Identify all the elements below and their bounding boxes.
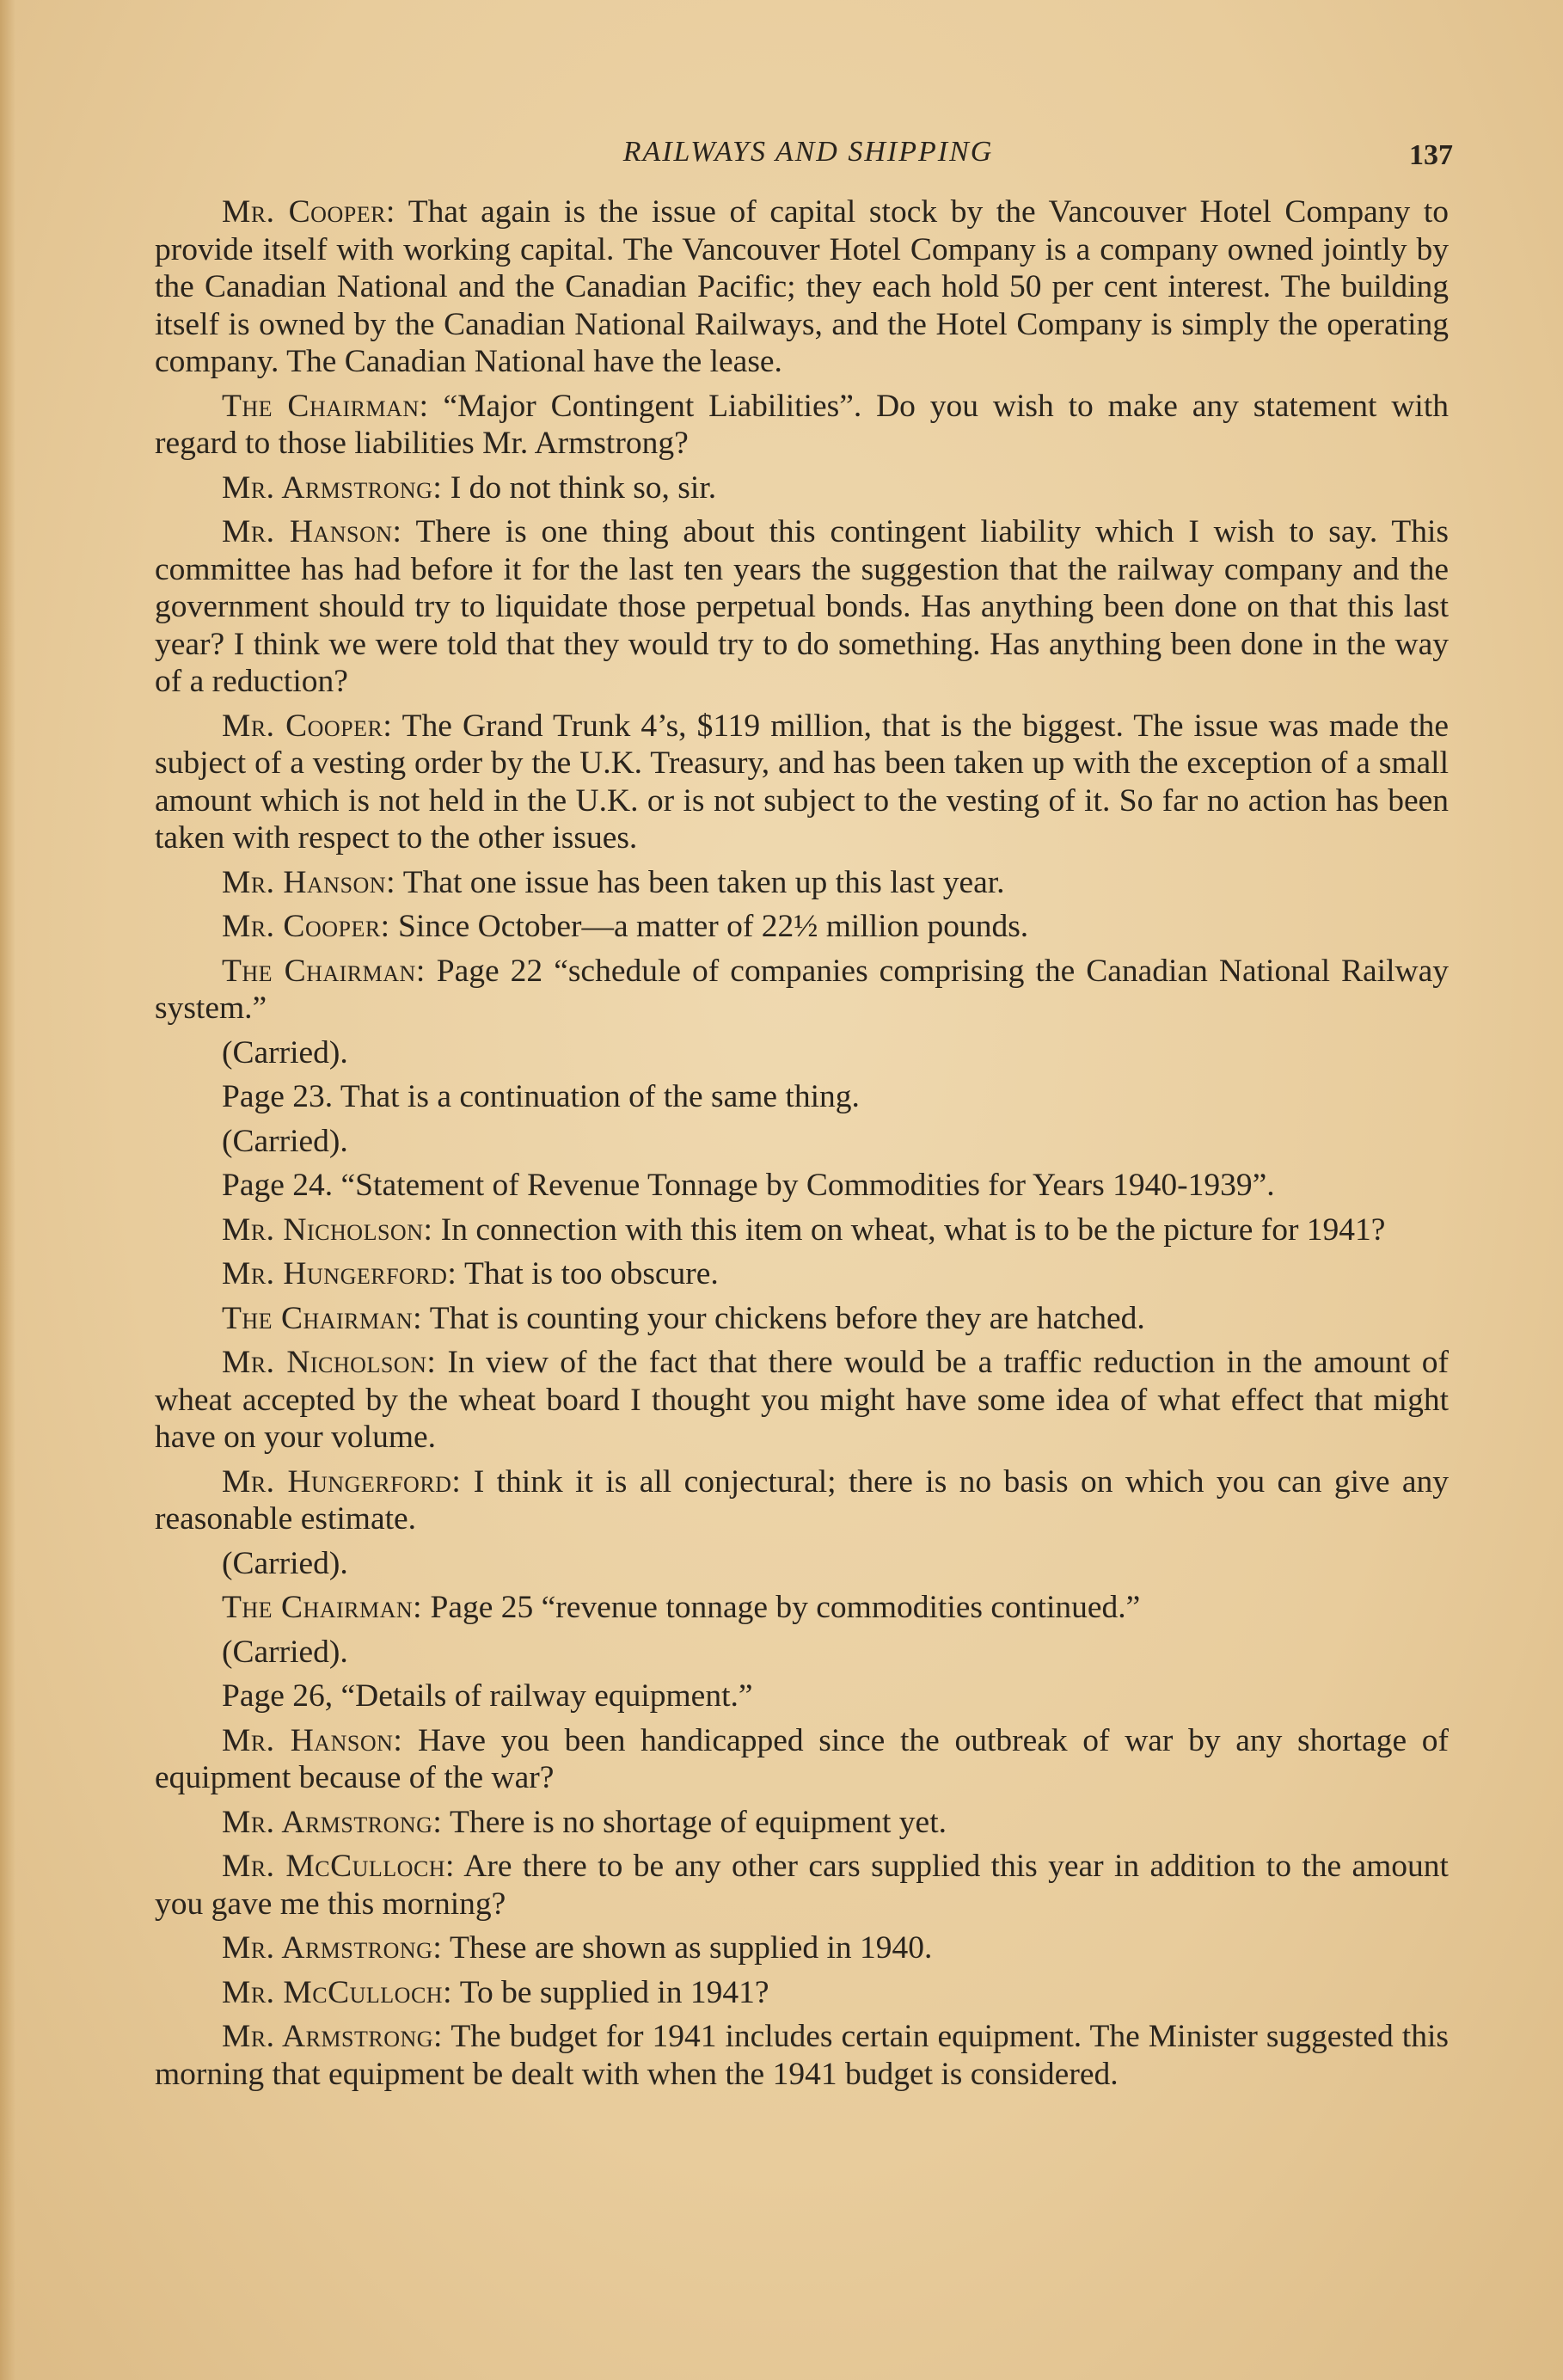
speaker-label: Mr. McCulloch: [222,1974,452,2010]
speaker-label: The Chairman: [222,388,429,424]
paragraph-text: (Carried). [222,1123,348,1159]
paragraph-text: That one issue has been taken up this last year. [395,864,1005,900]
paragraph [155,469,1449,507]
paragraph [155,1848,1449,1923]
speaker-label: Mr. Nicholson: [222,1345,437,1380]
paragraph-text: Page 22 “schedule of companies comprising the Canadian National Railway system.” [155,953,1449,1026]
paragraph-text: There is no shortage of equipment yet. [442,1804,947,1840]
speaker-label: Mr. Cooper: [222,194,395,230]
paragraph-text: Page 23. That is a continuation of the same thing. [222,1079,860,1114]
paragraph [155,864,1449,902]
speaker-label: Mr. Armstrong: [222,2019,443,2054]
paragraph-text: There is one thing about this contingent liability which I wish to say. This committee has had before it for the last ten years the suggestion that the railway company and the government should try to liquidate those perpetual bonds. Has anything been done on that this last year? I think we were told that they would try to do something. Has anything been done in the way of a reduction? [155,514,1449,699]
paragraph [155,1344,1449,1457]
speaker-label: Mr. Hungerford: [222,1256,457,1291]
paragraph [155,388,1449,463]
speaker-label: The Chairman: [222,1300,423,1336]
speaker-label: Mr. Armstrong: [222,1930,443,1966]
paragraph [155,908,1449,946]
paragraph [155,193,1449,381]
paragraph [155,1678,1449,1715]
body-text [155,193,1449,2100]
paragraph [155,1929,1449,1967]
paragraph [155,1634,1449,1672]
paragraph [155,1463,1449,1538]
paragraph-text: (Carried). [222,1034,348,1070]
paragraph-text: Since October—a matter of 22½ million pounds. [389,909,1029,944]
paragraph-text: (Carried). [222,1634,348,1670]
speaker-label: Mr. McCulloch: [222,1849,455,1884]
running-title: RAILWAYS AND SHIPPING [622,136,994,168]
speaker-label: Mr. Hanson: [222,864,396,900]
paragraph [155,1974,1449,2012]
paragraph [155,1123,1449,1161]
paragraph [155,1078,1449,1116]
speaker-label: Mr. Hanson: [222,1722,403,1758]
paragraph-text: That is counting your chickens before they are hatched. [422,1300,1145,1336]
paragraph [155,1255,1449,1293]
page-edge-shadow [0,0,15,2380]
paragraph [155,513,1449,701]
paragraph-text: These are shown as supplied in 1940. [442,1930,933,1966]
speaker-label: Mr. Nicholson: [222,1211,433,1248]
paragraph-text: The budget for 1941 includes certain equipment. The Minister suggested this morning that equipment be dealt with when the 1941 budget is considered. [155,2019,1449,2092]
paragraph-text: The Grand Trunk 4’s, $119 million, that is the biggest. The issue was made the subject of a vesting order by the U.K. Treasury, and has been taken up with the exception of a small amount which is not held in the U.K. or is not subject to the vesting of it. So far no action has been taken with respect to the other issues. [155,708,1449,856]
speaker-label: Mr. Armstrong: [222,469,443,506]
page-number: 137 [1409,139,1453,171]
speaker-label: Mr. Cooper: [222,909,390,944]
paragraph [155,953,1449,1027]
speaker-label: Mr. Cooper: [222,708,393,744]
paragraph-text: Page 25 “revenue tonnage by commodities continued.” [422,1590,1141,1625]
paragraph-text: Are there to be any other cars supplied this year in addition to the amount you gave me this morning? [155,1849,1449,1922]
paragraph-text: In connection with this item on wheat, what is to be the picture for 1941? [432,1211,1386,1248]
paragraph [155,1211,1449,1249]
paragraph-text: I think it is all conjectural; there is no basis on which you can give any reasonable estimate. [155,1463,1450,1537]
paragraph [155,1167,1449,1205]
speaker-label: Mr. Armstrong: [222,1804,443,1840]
paragraph [155,1804,1449,1842]
paragraph [155,1722,1449,1797]
paragraph-text: That again is the issue of capital stock by the Vancouver Hotel Company to provide itself with working capital. The Vancouver Hotel Company is a company owned jointly by the Canadian National and the Canadian Pacific; they each hold 50 per cent interest. The building itself is owned by the Canadian National Railways, and the Hotel Company is simply the operating company. The Canadian National have the lease. [155,194,1449,379]
speaker-label: The Chairman: [222,1590,423,1625]
speaker-label: Mr. Hanson: [222,514,402,549]
paragraph-text: Have you been handicapped since the outbreak of war by any shortage of equipment because of the war? [155,1722,1449,1795]
paragraph-text: To be supplied in 1941? [452,1974,769,2010]
paragraph-text: Page 24. “Statement of Revenue Tonnage by Commodities for Years 1940-1939”. [222,1168,1275,1203]
paragraph [155,1589,1449,1627]
running-header [155,136,1462,170]
paragraph [155,1300,1449,1338]
speaker-label: The Chairman: [222,953,426,989]
paragraph [155,1034,1449,1072]
paragraph-text: Page 26, “Details of railway equipment.” [222,1678,753,1714]
speaker-label: Mr. Hungerford: [222,1463,462,1500]
paragraph-text: “Major Contingent Liabilities”. Do you wish to make any statement with regard to those liabilities Mr. Armstrong? [155,388,1449,461]
paragraph [155,2018,1449,2093]
paragraph-text: That is too obscure. [457,1256,719,1291]
paragraph [155,1545,1449,1583]
paragraph-text: In view of the fact that there would be a traffic reduction in the amount of wheat accepted by the wheat board I thought you might have some idea of what effect that might have on your volume. [155,1345,1449,1455]
paragraph-text: I do not think so, sir. [442,469,717,506]
paragraph-text: (Carried). [222,1545,348,1581]
paragraph [155,708,1449,857]
